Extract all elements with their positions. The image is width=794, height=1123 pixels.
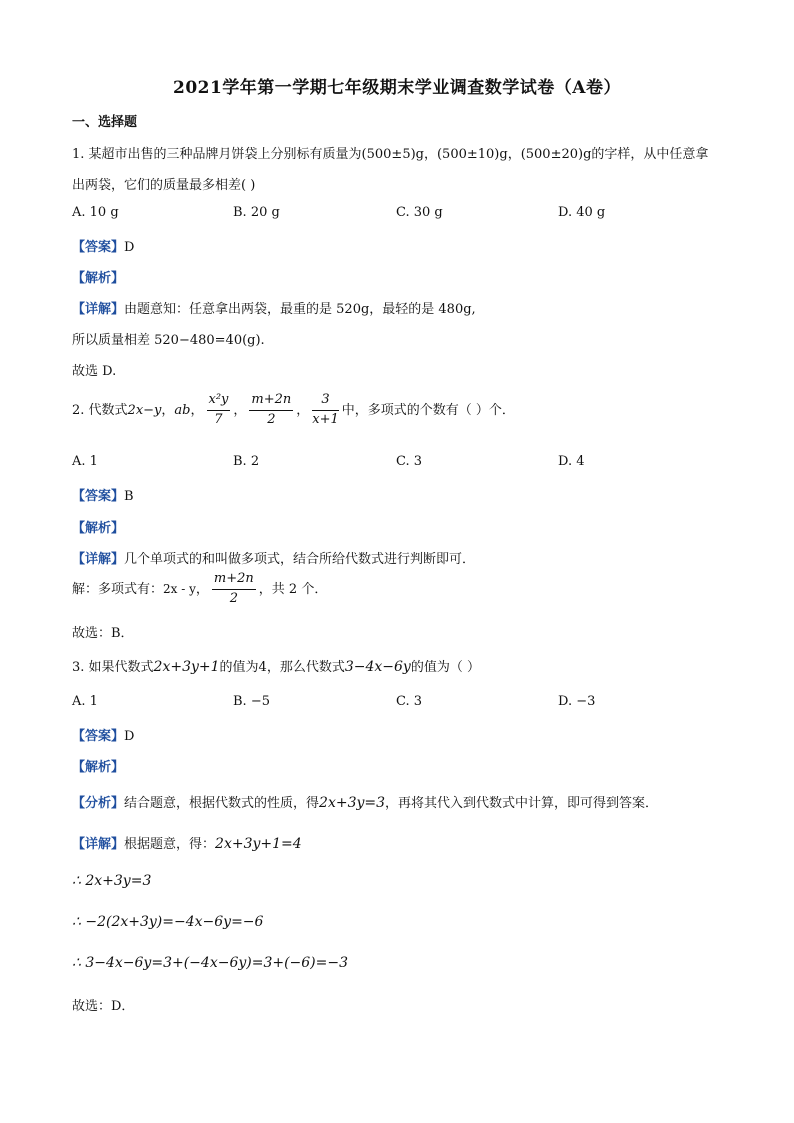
section-heading: 一、选择题 <box>72 115 138 130</box>
q2-expr2: ab <box>174 402 191 418</box>
fraction-denominator: 2 <box>267 411 276 427</box>
q3-detail <box>72 833 302 852</box>
q3-answer <box>72 725 134 744</box>
detail-tag: 【详解】 <box>72 552 125 567</box>
fraction-numerator: x²y <box>207 393 231 411</box>
q2-sep: ， <box>161 402 175 418</box>
q3-step-1: ∴ 2x+3y=3 <box>72 873 152 889</box>
q2-prefix: 2. 代数式 <box>72 402 128 418</box>
q2-fraction-3 <box>312 393 339 428</box>
answer-tag: 【答案】 <box>72 729 125 744</box>
q1-choose: 故选 D. <box>72 364 117 379</box>
q3-analysis <box>72 756 124 775</box>
fraction-numerator: m+2n <box>249 393 293 411</box>
q1-answer <box>72 236 134 255</box>
q2-detail-text: 几个单项式的和叫做多项式，结合所给代数式进行判断即可． <box>124 552 476 567</box>
q2-answer <box>72 485 134 504</box>
analysis-tag: 【解析】 <box>72 521 125 536</box>
q2-option-d: D. 4 <box>558 454 585 469</box>
q3-step-3: ∴ 3−4x−6y=3+(−4x−6y)=3+(−6)=−3 <box>72 955 349 971</box>
q2-solution <box>72 572 327 607</box>
answer-value: B <box>124 489 134 504</box>
q2-sol-expr: 2x - y <box>163 581 196 596</box>
q1-option-d: D. 40 g <box>558 205 606 220</box>
q2-sol-suffix: ，共 2 个． <box>258 581 328 597</box>
q3-option-c: C. 3 <box>396 694 423 709</box>
analysis-tag: 【解析】 <box>72 271 125 286</box>
q1-stem-line2: 出两袋，它们的质量最多相差( ) <box>72 178 256 193</box>
fraction-denominator: x+1 <box>312 411 339 427</box>
q3-expr1: 2x+3y+1 <box>153 659 220 675</box>
q2-fraction-1 <box>207 393 231 428</box>
q2-analysis <box>72 517 124 536</box>
q1-option-b: B. 20 g <box>233 205 280 220</box>
q3-mid: 的值为4，那么代数式 <box>219 660 345 675</box>
q2-sep: ， <box>296 402 310 418</box>
q3-suffix: 的值为（ ） <box>410 660 480 675</box>
q2-fraction-2 <box>249 393 293 428</box>
q3-fenxi-text2: ，再将其代入到代数式中计算，即可得到答案． <box>385 796 659 811</box>
q3-detail-text: 根据题意，得： <box>124 837 216 852</box>
q3-fenxi-text1: 结合题意，根据代数式的性质，得 <box>124 796 320 811</box>
q2-sep: ， <box>233 402 247 418</box>
q2-option-a: A. 1 <box>72 454 98 469</box>
answer-tag: 【答案】 <box>72 489 125 504</box>
analysis-tag: 【解析】 <box>72 760 125 775</box>
q2-sol-fraction <box>212 572 256 607</box>
q2-sol-prefix: 解：多项式有： <box>72 581 164 597</box>
fraction-denominator: 2 <box>229 590 238 606</box>
q1-option-a: A. 10 g <box>72 205 119 220</box>
answer-tag: 【答案】 <box>72 240 125 255</box>
q3-stem <box>72 656 480 675</box>
q3-fenxi <box>72 792 658 811</box>
q1-detail-line2: 所以质量相差 520−480=40(g). <box>72 333 265 348</box>
detail-tag: 【详解】 <box>72 302 125 317</box>
q2-sep: ， <box>190 402 204 418</box>
q2-expr1: 2x−y <box>127 402 162 418</box>
q1-analysis <box>72 267 124 286</box>
q3-expr2: 3−4x−6y <box>344 659 411 675</box>
fraction-numerator: m+2n <box>212 572 256 590</box>
q3-step-2: ∴ −2(2x+3y)=−4x−6y=−6 <box>72 914 264 930</box>
q1-option-c: C. 30 g <box>396 205 443 220</box>
q3-option-b: B. −5 <box>233 694 270 709</box>
q1-detail-text: 由题意知：任意拿出两袋，最重的是 520g，最轻的是 480g, <box>124 302 476 317</box>
detail-tag: 【详解】 <box>72 837 125 852</box>
q2-detail <box>72 548 475 567</box>
q2-option-b: B. 2 <box>233 454 260 469</box>
q2-option-c: C. 3 <box>396 454 423 469</box>
fraction-denominator: 7 <box>214 411 223 427</box>
q1-detail <box>72 298 476 317</box>
q2-choose: 故选：B． <box>72 626 134 641</box>
fenxi-tag: 【分析】 <box>72 796 125 811</box>
q2-sep: ， <box>195 581 209 597</box>
q3-prefix: 3. 如果代数式 <box>72 660 154 675</box>
q1-stem-line1: 1. 某超市出售的三种品牌月饼袋上分别标有质量为(500±5)g，(500±10)g，(500±20)g的字样，从中任意拿 <box>72 147 709 162</box>
q3-choose: 故选：D． <box>72 999 135 1014</box>
page-title: 2021学年第一学期七年级期末学业调查数学试卷（A卷） <box>172 78 621 98</box>
q2-stem <box>72 393 515 428</box>
q3-option-a: A. 1 <box>72 694 98 709</box>
q3-option-d: D. −3 <box>558 694 596 709</box>
q2-suffix: 中，多项式的个数有（ ）个． <box>341 402 515 418</box>
q3-detail-expr: 2x+3y+1=4 <box>215 836 302 852</box>
answer-value: D <box>124 240 135 255</box>
q3-fenxi-expr: 2x+3y=3 <box>319 795 386 811</box>
answer-value: D <box>124 729 135 744</box>
fraction-numerator: 3 <box>312 393 339 411</box>
